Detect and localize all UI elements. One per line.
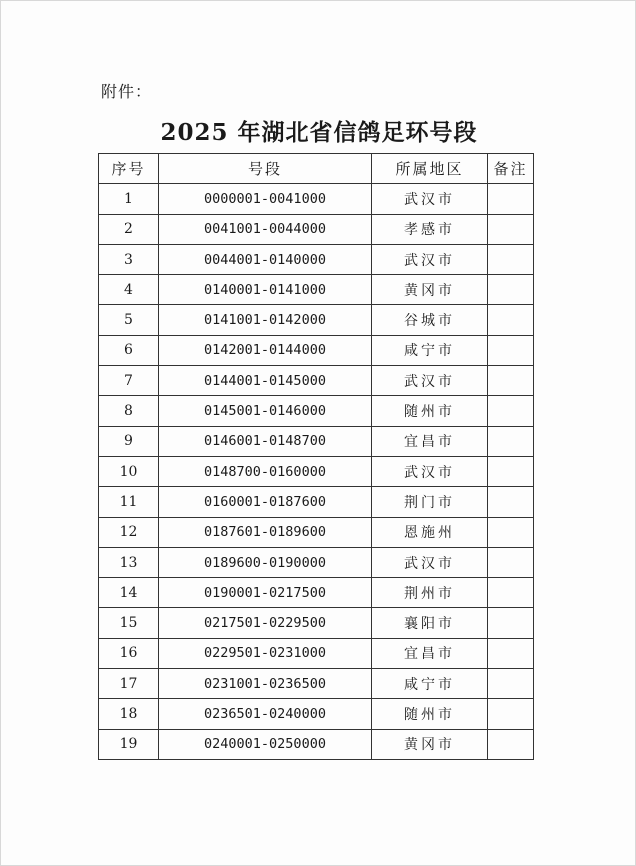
cell-remarks xyxy=(488,699,534,729)
cell-serial-number: 6 xyxy=(99,335,159,365)
attachment-label: 附件： xyxy=(101,82,153,101)
cell-region: 荆门市 xyxy=(372,487,488,517)
header-serial-number: 序号 xyxy=(99,154,159,184)
cell-remarks xyxy=(488,184,534,214)
cell-serial-number: 3 xyxy=(99,244,159,274)
cell-region: 荆州市 xyxy=(372,578,488,608)
table-row xyxy=(99,547,534,577)
table-row xyxy=(99,426,534,456)
cell-region: 谷城市 xyxy=(372,305,488,335)
cell-serial-number: 10 xyxy=(99,456,159,486)
header-number-range: 号段 xyxy=(159,154,372,184)
cell-remarks xyxy=(488,456,534,486)
cell-number-range: 0229501-0231000 xyxy=(159,638,372,668)
cell-serial-number: 8 xyxy=(99,396,159,426)
cell-remarks xyxy=(488,366,534,396)
cell-number-range: 0044001-0140000 xyxy=(159,244,372,274)
cell-serial-number: 4 xyxy=(99,275,159,305)
cell-region: 武汉市 xyxy=(372,456,488,486)
cell-region: 孝感市 xyxy=(372,214,488,244)
table-row xyxy=(99,244,534,274)
cell-region: 随州市 xyxy=(372,699,488,729)
table-row xyxy=(99,669,534,699)
table-row xyxy=(99,517,534,547)
cell-remarks xyxy=(488,638,534,668)
cell-number-range: 0148700-0160000 xyxy=(159,456,372,486)
cell-serial-number: 13 xyxy=(99,547,159,577)
cell-number-range: 0187601-0189600 xyxy=(159,517,372,547)
cell-number-range: 0160001-0187600 xyxy=(159,487,372,517)
cell-remarks xyxy=(488,244,534,274)
cell-number-range: 0142001-0144000 xyxy=(159,335,372,365)
cell-region: 宜昌市 xyxy=(372,426,488,456)
table-row xyxy=(99,578,534,608)
cell-serial-number: 11 xyxy=(99,487,159,517)
cell-number-range: 0189600-0190000 xyxy=(159,547,372,577)
cell-number-range: 0240001-0250000 xyxy=(159,729,372,759)
table-header-row xyxy=(99,154,534,184)
cell-remarks xyxy=(488,305,534,335)
cell-remarks xyxy=(488,578,534,608)
cell-remarks xyxy=(488,335,534,365)
cell-region: 随州市 xyxy=(372,396,488,426)
cell-region: 黄冈市 xyxy=(372,275,488,305)
cell-number-range: 0140001-0141000 xyxy=(159,275,372,305)
cell-number-range: 0231001-0236500 xyxy=(159,669,372,699)
cell-number-range: 0236501-0240000 xyxy=(159,699,372,729)
cell-number-range: 0041001-0044000 xyxy=(159,214,372,244)
cell-remarks xyxy=(488,487,534,517)
cell-remarks xyxy=(488,669,534,699)
cell-serial-number: 14 xyxy=(99,578,159,608)
table-row xyxy=(99,456,534,486)
cell-serial-number: 17 xyxy=(99,669,159,699)
table-row xyxy=(99,305,534,335)
cell-number-range: 0000001-0041000 xyxy=(159,184,372,214)
cell-region: 武汉市 xyxy=(372,184,488,214)
table-row xyxy=(99,608,534,638)
cell-serial-number: 12 xyxy=(99,517,159,547)
header-region: 所属地区 xyxy=(372,154,488,184)
cell-serial-number: 1 xyxy=(99,184,159,214)
cell-number-range: 0141001-0142000 xyxy=(159,305,372,335)
cell-number-range: 0144001-0145000 xyxy=(159,366,372,396)
cell-region: 恩施州 xyxy=(372,517,488,547)
cell-remarks xyxy=(488,517,534,547)
cell-serial-number: 15 xyxy=(99,608,159,638)
cell-number-range: 0145001-0146000 xyxy=(159,396,372,426)
header-remarks: 备注 xyxy=(488,154,534,184)
cell-remarks xyxy=(488,608,534,638)
cell-number-range: 0217501-0229500 xyxy=(159,608,372,638)
cell-remarks xyxy=(488,275,534,305)
cell-region: 宜昌市 xyxy=(372,638,488,668)
table-row xyxy=(99,729,534,759)
cell-region: 襄阳市 xyxy=(372,608,488,638)
table-row xyxy=(99,396,534,426)
leg-band-table xyxy=(98,153,534,760)
table-row xyxy=(99,487,534,517)
cell-region: 咸宁市 xyxy=(372,335,488,365)
page-title: 2025 年湖北省信鸽足环号段 xyxy=(160,119,478,146)
cell-serial-number: 19 xyxy=(99,729,159,759)
cell-serial-number: 9 xyxy=(99,426,159,456)
table-row xyxy=(99,275,534,305)
cell-serial-number: 18 xyxy=(99,699,159,729)
cell-remarks xyxy=(488,729,534,759)
table-row xyxy=(99,214,534,244)
cell-region: 武汉市 xyxy=(372,366,488,396)
cell-remarks xyxy=(488,214,534,244)
cell-remarks xyxy=(488,396,534,426)
cell-serial-number: 2 xyxy=(99,214,159,244)
table-row xyxy=(99,699,534,729)
cell-region: 武汉市 xyxy=(372,547,488,577)
cell-region: 黄冈市 xyxy=(372,729,488,759)
cell-remarks xyxy=(488,426,534,456)
cell-remarks xyxy=(488,547,534,577)
table-row xyxy=(99,638,534,668)
cell-number-range: 0190001-0217500 xyxy=(159,578,372,608)
cell-serial-number: 7 xyxy=(99,366,159,396)
cell-number-range: 0146001-0148700 xyxy=(159,426,372,456)
table-row xyxy=(99,184,534,214)
cell-region: 武汉市 xyxy=(372,244,488,274)
cell-serial-number: 16 xyxy=(99,638,159,668)
cell-serial-number: 5 xyxy=(99,305,159,335)
table-row xyxy=(99,335,534,365)
cell-region: 咸宁市 xyxy=(372,669,488,699)
table-row xyxy=(99,366,534,396)
